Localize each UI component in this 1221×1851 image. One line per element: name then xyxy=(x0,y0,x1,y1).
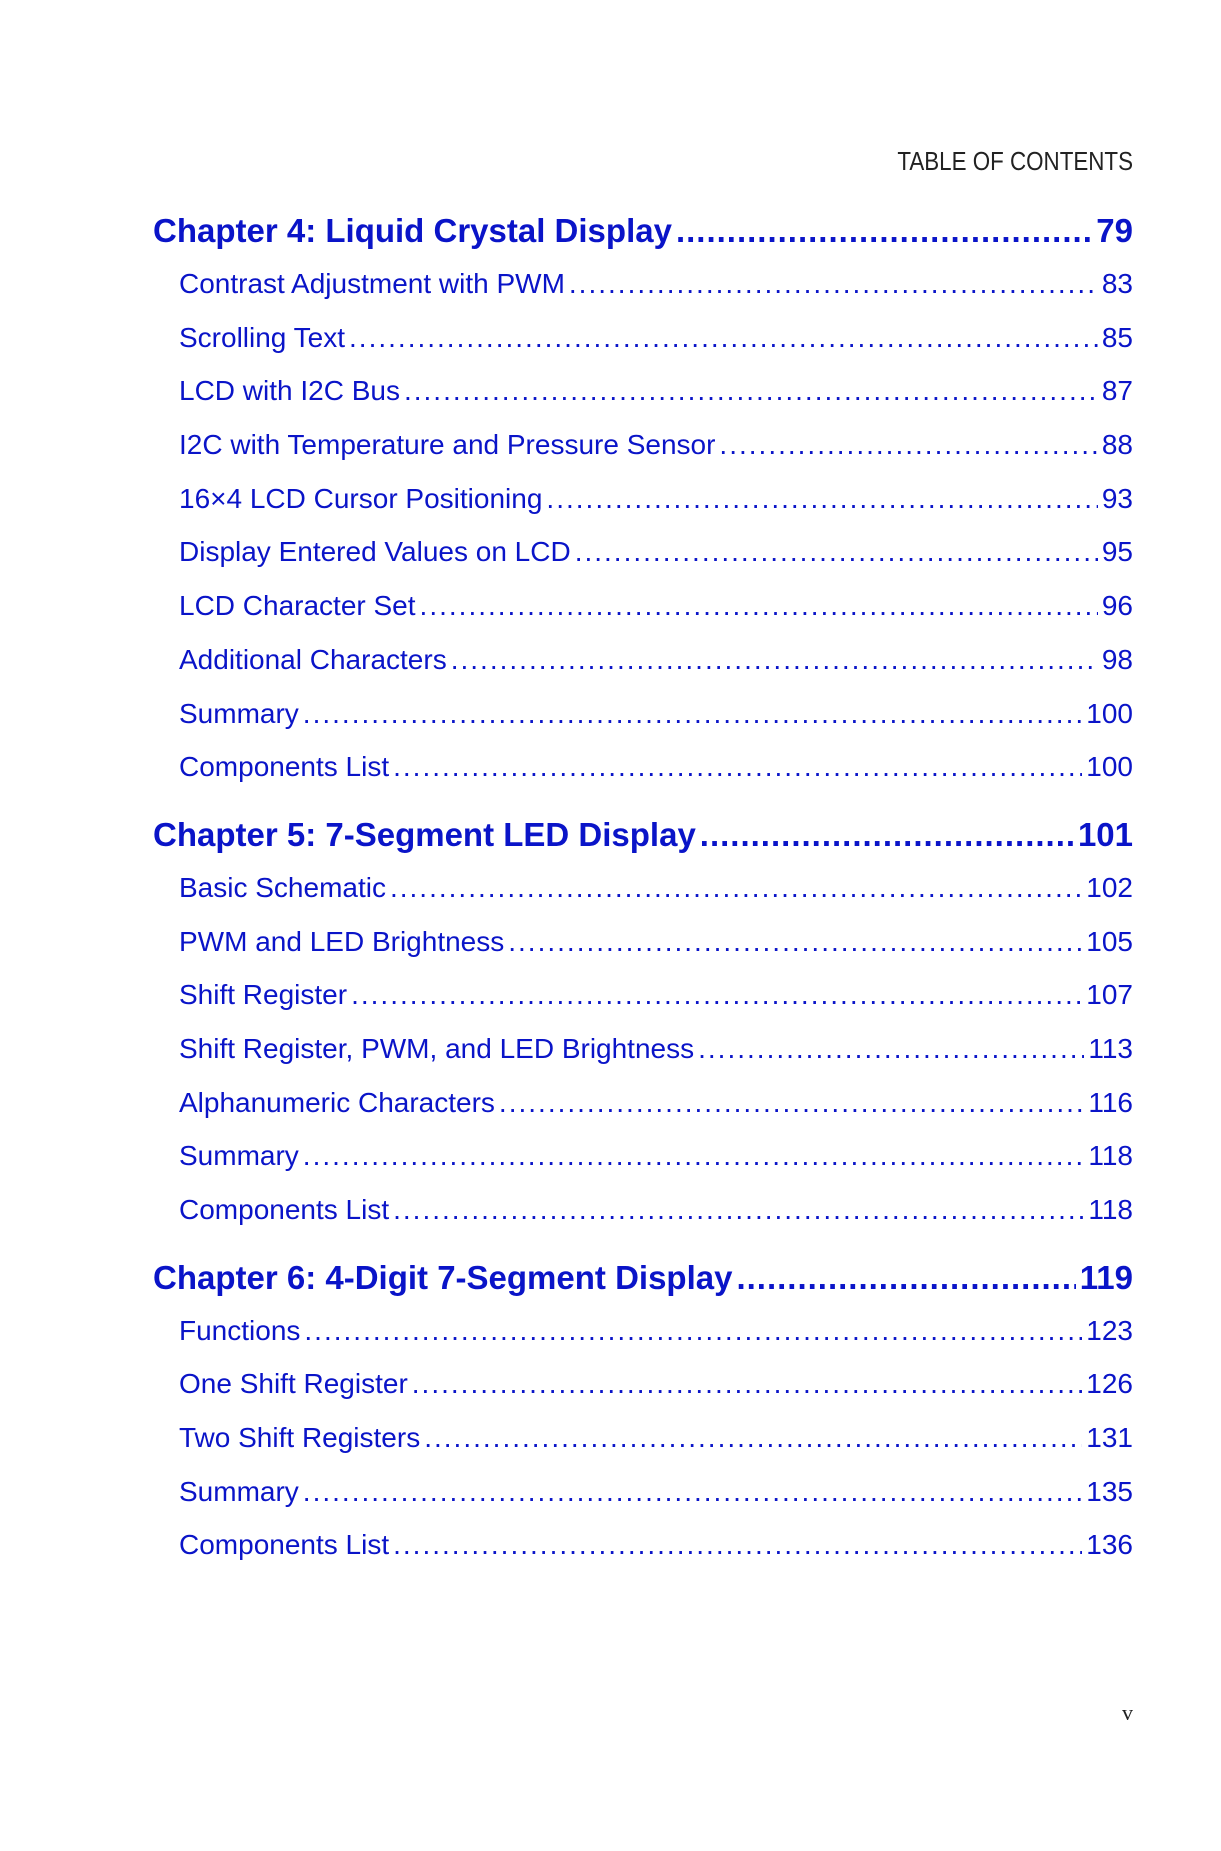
section-title[interactable]: Additional Characters xyxy=(179,643,447,675)
toc-chapter-entry[interactable] xyxy=(153,816,1133,872)
toc-section-entry[interactable] xyxy=(153,926,1133,980)
toc-section-entry[interactable] xyxy=(153,483,1133,537)
dot-leader xyxy=(499,1087,1084,1119)
toc-section-entry[interactable] xyxy=(153,1315,1133,1369)
chapter-spacer xyxy=(153,805,1133,816)
dot-leader xyxy=(575,536,1098,568)
dot-leader xyxy=(569,268,1098,300)
dot-leader xyxy=(698,1033,1084,1065)
section-page-number[interactable]: 93 xyxy=(1101,482,1133,514)
dot-leader xyxy=(700,816,1074,854)
section-title[interactable]: Components List xyxy=(179,1529,390,1561)
dot-leader xyxy=(508,926,1082,958)
toc-section-entry[interactable] xyxy=(153,1529,1133,1583)
chapter-page-number[interactable]: 101 xyxy=(1077,815,1133,853)
section-page-number[interactable]: 88 xyxy=(1101,429,1133,461)
section-title[interactable]: PWM and LED Brightness xyxy=(179,925,505,957)
dot-leader xyxy=(676,212,1092,250)
dot-leader xyxy=(412,1368,1083,1400)
toc-section-entry[interactable] xyxy=(153,375,1133,429)
section-title[interactable]: 16×4 LCD Cursor Positioning xyxy=(179,482,543,514)
section-title[interactable]: Summary xyxy=(179,697,299,729)
toc-section-entry[interactable] xyxy=(153,590,1133,644)
section-page-number[interactable]: 100 xyxy=(1086,751,1133,783)
section-title[interactable]: Display Entered Values on LCD xyxy=(179,536,571,568)
toc-chapter-entry[interactable] xyxy=(153,212,1133,268)
page-number: v xyxy=(1122,1700,1133,1725)
dot-leader xyxy=(719,429,1097,461)
section-title[interactable]: Summary xyxy=(179,1140,299,1172)
section-title[interactable]: Alphanumeric Characters xyxy=(179,1086,495,1118)
toc-chapter-entry[interactable] xyxy=(153,1259,1133,1315)
dot-leader xyxy=(393,1529,1082,1561)
section-page-number[interactable]: 107 xyxy=(1086,979,1133,1011)
chapter-title[interactable]: Chapter 5: 7-Segment LED Display xyxy=(153,815,696,853)
toc-section-entry[interactable] xyxy=(153,429,1133,483)
dot-leader xyxy=(303,698,1082,730)
section-page-number[interactable]: 87 xyxy=(1101,375,1133,407)
dot-leader xyxy=(736,1259,1075,1297)
chapter-page-number[interactable]: 79 xyxy=(1096,212,1133,249)
section-page-number[interactable]: 118 xyxy=(1088,1140,1133,1172)
dot-leader xyxy=(304,1315,1082,1347)
section-page-number[interactable]: 95 xyxy=(1101,536,1133,568)
section-page-number[interactable]: 85 xyxy=(1101,321,1133,353)
section-title[interactable]: Summary xyxy=(179,1475,299,1507)
section-page-number[interactable]: 113 xyxy=(1088,1032,1133,1064)
toc-section-entry[interactable] xyxy=(153,1087,1133,1141)
dot-leader xyxy=(424,1422,1082,1454)
section-title[interactable]: Shift Register xyxy=(179,979,348,1011)
chapter-block xyxy=(153,816,1133,1248)
dot-leader xyxy=(404,375,1098,407)
dot-leader xyxy=(303,1476,1082,1508)
section-page-number[interactable]: 135 xyxy=(1086,1475,1133,1507)
dot-leader xyxy=(351,979,1082,1011)
dot-leader xyxy=(393,1194,1084,1226)
section-title[interactable]: LCD Character Set xyxy=(179,590,416,622)
dot-leader xyxy=(390,872,1082,904)
toc-section-entry[interactable] xyxy=(153,1422,1133,1476)
chapter-title[interactable]: Chapter 4: Liquid Crystal Display xyxy=(153,212,672,249)
toc-section-entry[interactable] xyxy=(153,979,1133,1033)
section-page-number[interactable]: 105 xyxy=(1086,925,1133,957)
toc-section-entry[interactable] xyxy=(153,322,1133,376)
chapter-block xyxy=(153,1259,1133,1583)
section-page-number[interactable]: 118 xyxy=(1088,1194,1133,1225)
toc-section-entry[interactable] xyxy=(153,1194,1133,1248)
toc-section-entry[interactable] xyxy=(153,872,1133,926)
section-page-number[interactable]: 96 xyxy=(1101,590,1133,622)
section-title[interactable]: Components List xyxy=(179,751,390,783)
toc-section-entry[interactable] xyxy=(153,1476,1133,1530)
section-page-number[interactable]: 100 xyxy=(1086,697,1133,729)
section-page-number[interactable]: 102 xyxy=(1086,871,1133,903)
section-page-number[interactable]: 136 xyxy=(1086,1529,1133,1561)
toc-section-entry[interactable] xyxy=(153,268,1133,322)
section-title[interactable]: Shift Register, PWM, and LED Brightness xyxy=(179,1032,695,1064)
section-title[interactable]: I2C with Temperature and Pressure Sensor xyxy=(179,429,716,461)
dot-leader xyxy=(420,590,1098,622)
running-head: TABLE OF CONTENTS xyxy=(897,146,1133,176)
table-of-contents xyxy=(153,212,1133,1583)
toc-section-entry[interactable] xyxy=(153,536,1133,590)
dot-leader xyxy=(303,1140,1085,1172)
chapter-title[interactable]: Chapter 6: 4-Digit 7-Segment Display xyxy=(153,1258,733,1296)
dot-leader xyxy=(393,751,1082,783)
toc-section-entry[interactable] xyxy=(153,751,1133,805)
section-page-number[interactable]: 123 xyxy=(1086,1314,1133,1346)
section-title[interactable]: Scrolling Text xyxy=(179,321,346,353)
section-title[interactable]: One Shift Register xyxy=(179,1368,408,1400)
section-title[interactable]: Functions xyxy=(179,1314,301,1346)
section-title[interactable]: Contrast Adjustment with PWM xyxy=(179,268,565,299)
toc-section-entry[interactable] xyxy=(153,698,1133,752)
section-title[interactable]: Two Shift Registers xyxy=(179,1422,421,1454)
section-title[interactable]: LCD with I2C Bus xyxy=(179,375,400,407)
section-page-number[interactable]: 126 xyxy=(1086,1368,1133,1400)
chapter-page-number[interactable]: 119 xyxy=(1079,1258,1133,1296)
section-title[interactable]: Basic Schematic xyxy=(179,871,386,903)
chapter-spacer xyxy=(153,1248,1133,1259)
section-page-number[interactable]: 116 xyxy=(1088,1086,1133,1118)
toc-section-entry[interactable] xyxy=(153,1033,1133,1087)
section-page-number[interactable]: 131 xyxy=(1086,1422,1133,1454)
toc-section-entry[interactable] xyxy=(153,1140,1133,1194)
toc-section-entry[interactable] xyxy=(153,644,1133,698)
toc-section-entry[interactable] xyxy=(153,1368,1133,1422)
section-page-number[interactable]: 98 xyxy=(1101,643,1133,675)
chapter-block xyxy=(153,212,1133,805)
dot-leader xyxy=(451,644,1098,676)
section-page-number[interactable]: 83 xyxy=(1101,268,1133,299)
dot-leader xyxy=(546,483,1097,515)
section-title[interactable]: Components List xyxy=(179,1194,390,1225)
dot-leader xyxy=(349,322,1098,354)
